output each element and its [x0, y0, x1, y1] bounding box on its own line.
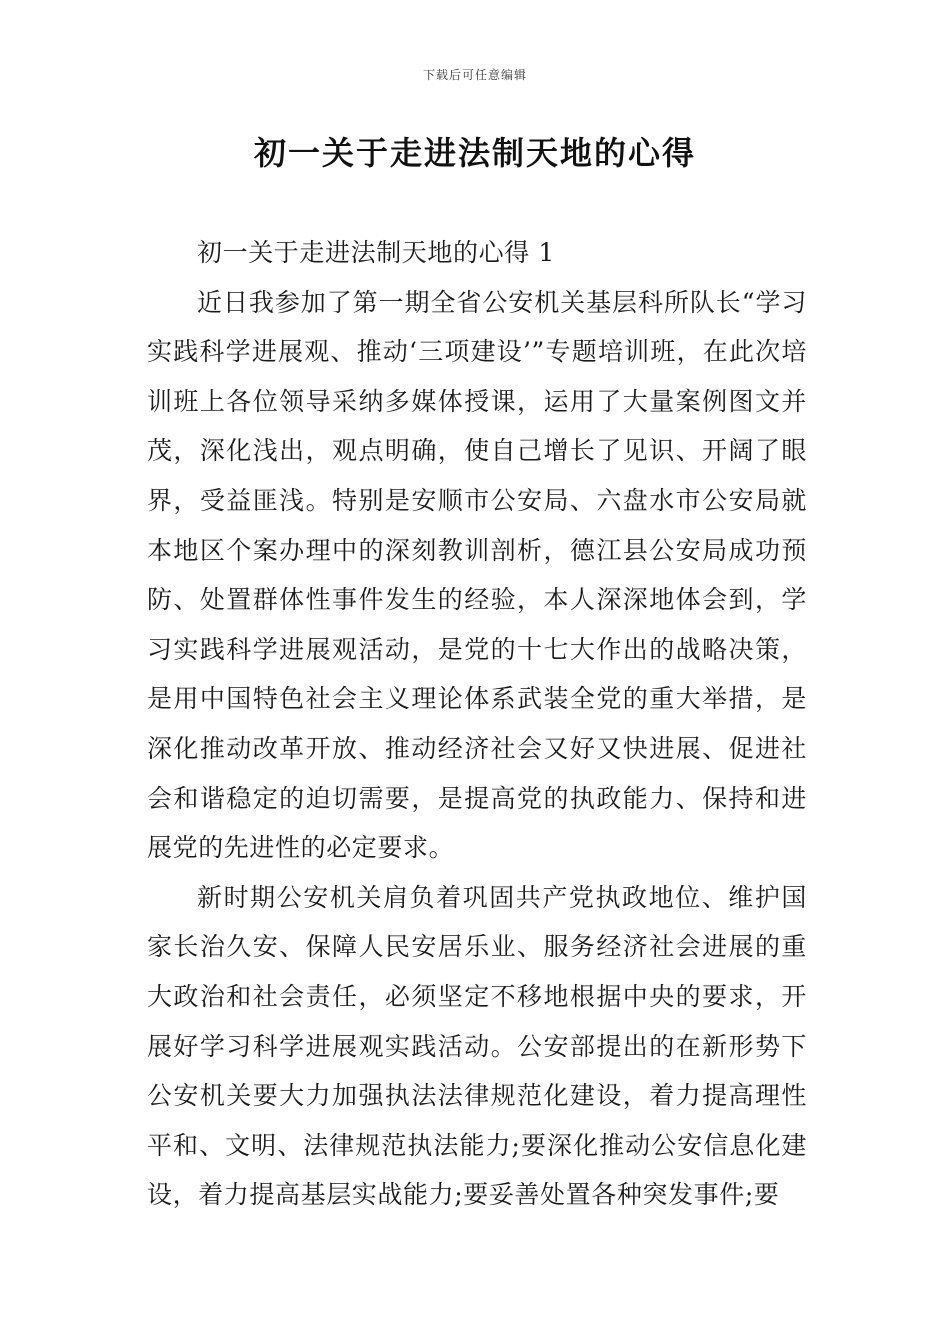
- paragraph-2: 新时期公安机关肩负着巩固共产党执政地位、维护国家长治久安、保障人民安居乐业、服务经济社会进展的重大政治和社会责任，必须坚定不移地根据中央的要求，开展好学习科学进展观实践活动。公安部提出的在新形势下公安机关要大力加强执法法律规范化建设，着力提高理性平和、文明、法律规范执法能力;要深化推动公安信息化建设，着力提高基层实战能力;要妥善处置各种突发事件;要: [147, 882, 807, 1210]
- section-subtitle: 初一关于走进法制天地的心得 1: [197, 238, 555, 267]
- header-note: 下载后可任意编辑: [422, 68, 527, 82]
- document-title: 初一关于走进法制天地的心得: [253, 134, 696, 172]
- paragraph-1: 近日我参加了第一期全省公安机关基层科所队长“学习实践科学进展观、推动‘三项建设’”专题培训班，在此次培训班上各位领导采纳多媒体授课，运用了大量案例图文并茂，深化浅出，观点明确，使自己增长了见识、开阔了眼界，受益匪浅。特别是安顺市公安局、六盘水市公安局就本地区个案办理中的深刻教训剖析，德江县公安局成功预防、处置群体性事件发生的经验，本人深深地体会到，学习实践科学进展观活动，是党的十七大作出的战略决策，是用中国特色社会主义理论体系武装全党的重大举措，是深化推动改革开放、推动经济社会又好又快进展、促进社会和谐稳定的迫切需要，是提高党的执政能力、保持和进展党的先进性的必定要求。: [147, 287, 807, 863]
- document-body: [147, 228, 807, 1220]
